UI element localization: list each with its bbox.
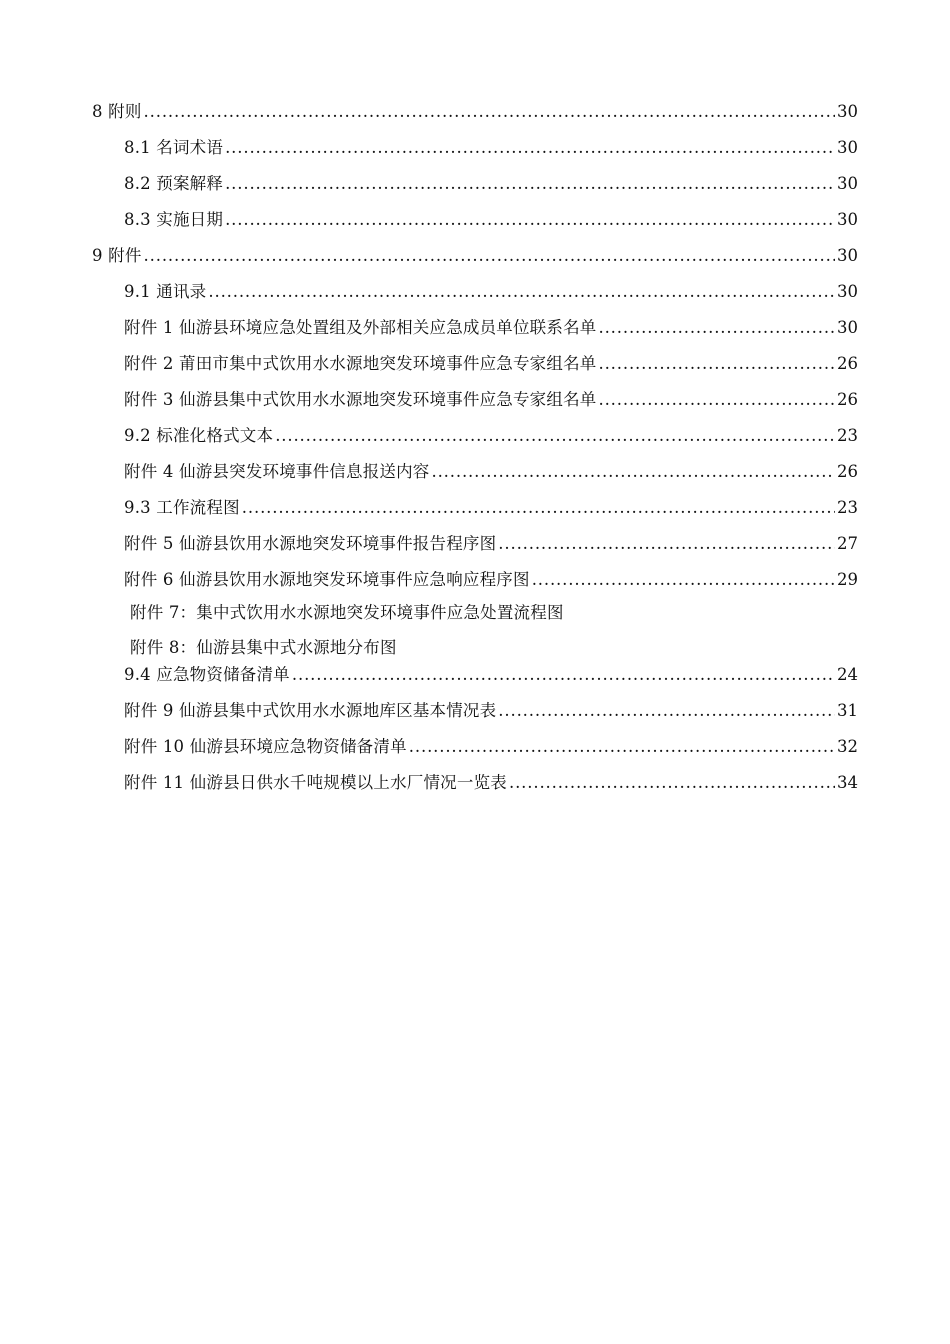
toc-entry-label: 附件 6 仙游县饮用水源地突发环境事件应急响应程序图 [124,570,530,589]
toc-entry-label: 9.4 应急物资储备清单 [124,665,290,684]
dot-leader [225,137,835,159]
toc-entry[interactable] [124,421,858,447]
dot-leader [275,425,835,447]
toc-entry[interactable] [124,385,858,411]
toc-page-number: 30 [837,210,858,229]
toc-entry-label: 8.2 预案解释 [124,174,224,193]
toc-entry[interactable] [92,241,858,267]
dot-leader [292,664,835,686]
toc-entry-label: 8 附则 [92,102,142,121]
toc-unnumbered-entry: 附件 7：集中式饮用水水源地突发环境事件应急处置流程图 [130,603,564,622]
toc-page-number: 30 [837,102,858,121]
dot-leader [599,353,836,375]
toc-entry[interactable] [124,660,858,686]
toc-entry-label: 附件 11 仙游县日供水千吨规模以上水厂情况一览表 [124,773,507,792]
dot-leader [225,173,835,195]
toc-entry-label: 附件 5 仙游县饮用水源地突发环境事件报告程序图 [124,534,497,553]
toc-entry-label: 附件 1 仙游县环境应急处置组及外部相关应急成员单位联系名单 [124,318,597,337]
dot-leader [225,209,835,231]
toc-entry[interactable] [124,313,858,339]
toc-entry[interactable] [124,277,858,303]
toc-entry-label: 9.3 工作流程图 [124,498,240,517]
toc-entry[interactable] [124,732,858,758]
dot-leader [532,569,835,591]
toc-entry[interactable] [124,696,858,722]
toc-page-number: 26 [837,390,858,409]
toc-page-number: 30 [837,318,858,337]
toc-page-number: 29 [837,570,858,589]
toc-entry-label: 8.1 名词术语 [124,138,224,157]
toc-entry[interactable] [124,205,858,231]
toc-entry-label: 附件 10 仙游县环境应急物资储备清单 [124,737,407,756]
dot-leader [409,736,835,758]
dot-leader [432,461,836,483]
toc-entry[interactable] [124,169,858,195]
toc-entry[interactable] [124,133,858,159]
toc-page-number: 30 [837,282,858,301]
toc-entry-label: 9.1 通讯录 [124,282,207,301]
dot-leader [144,245,835,267]
dot-leader [208,281,835,303]
toc-entry-label: 9.2 标准化格式文本 [124,426,274,445]
toc-entry-label: 附件 4 仙游县突发环境事件信息报送内容 [124,462,430,481]
toc-page-number: 32 [837,737,858,756]
toc-entry[interactable] [124,768,858,794]
toc-page-number: 27 [837,534,858,553]
toc-page-number: 31 [837,701,858,720]
dot-leader [242,497,835,519]
toc-entry-label: 8.3 实施日期 [124,210,224,229]
toc-entry-label: 附件 3 仙游县集中式饮用水水源地突发环境事件应急专家组名单 [124,390,597,409]
toc-entry-label: 附件 2 莆田市集中式饮用水水源地突发环境事件应急专家组名单 [124,354,597,373]
toc-page-number: 23 [837,426,858,445]
toc-entry-label: 9 附件 [92,246,142,265]
toc-page-number: 26 [837,354,858,373]
toc-page-number: 23 [837,498,858,517]
dot-leader [498,533,835,555]
toc-entry-label: 附件 9 仙游县集中式饮用水水源地库区基本情况表 [124,701,497,720]
dot-leader [498,700,835,722]
toc-page-number: 24 [837,665,858,684]
toc-page-number: 26 [837,462,858,481]
toc-entry[interactable] [124,349,858,375]
dot-leader [599,317,836,339]
dot-leader [509,772,835,794]
toc-page-number: 30 [837,174,858,193]
dot-leader [599,389,836,411]
toc-page-number: 30 [837,138,858,157]
toc-entry[interactable] [124,457,858,483]
toc-entry[interactable] [124,529,858,555]
toc-page-number: 30 [837,246,858,265]
toc-unnumbered-entry: 附件 8：仙游县集中式水源地分布图 [130,638,397,657]
toc-page-number: 34 [837,773,858,792]
toc-entry[interactable] [92,97,858,123]
toc-entry[interactable] [124,493,858,519]
dot-leader [144,101,835,123]
toc-entry[interactable] [124,565,858,591]
